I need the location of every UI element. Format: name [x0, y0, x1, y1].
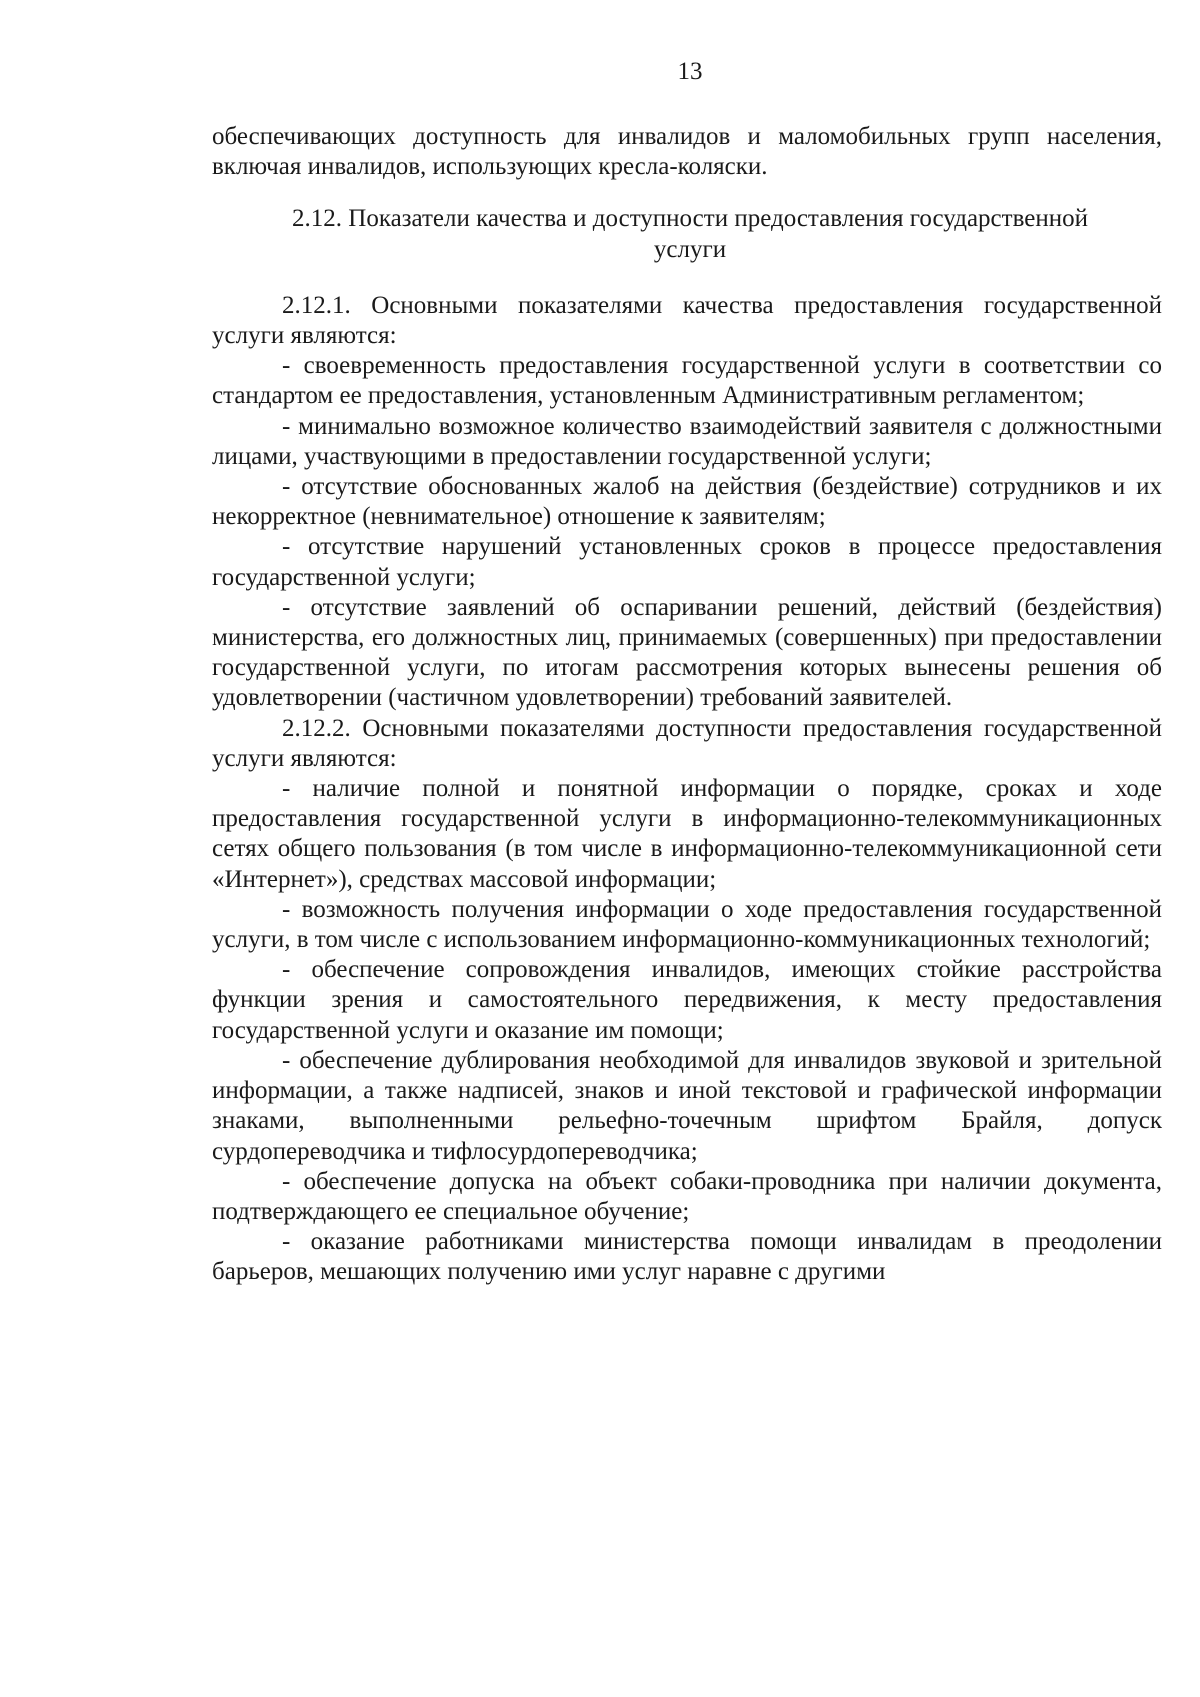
section-heading — [212, 204, 1162, 264]
intro-paragraph: обеспечивающих доступность для инвалидов и маломобильных групп населения, включая инвалидов, использующих кресла-коляски. — [212, 123, 1162, 181]
subsection-1-item: - отсутствие обоснованных жалоб на действия (бездействие) сотрудников и их некорректное (невнимательное) отношение к заявителям; — [212, 473, 1162, 531]
subsection-1-item: - минимально возможное количество взаимодействий заявителя с должностными лицами, участвующими в предоставлении государственной услуги; — [212, 412, 1162, 470]
subsection-2-item: - наличие полной и понятной информации о порядке, сроках и ходе предоставления государственной услуги в информационно-телекоммуникационных сетях общего пользования (в том числе в информационно-телекоммуникационной сети «Интернет»), средствах массовой информации; — [212, 775, 1162, 893]
subsection-1-lead: 2.12.1. Основными показателями качества предоставления государственной услуги являются: — [212, 291, 1162, 350]
document-body — [212, 122, 1162, 1288]
subsection-1-item: - отсутствие нарушений установленных сроков в процессе предоставления государственной услуги; — [212, 533, 1162, 591]
subsection-2-item: - обеспечение допуска на объект собаки-проводника при наличии документа, подтверждающего ее специальное обучение; — [212, 1167, 1162, 1225]
subsection-2-item: - оказание работниками министерства помощи инвалидам в преодолении барьеров, мешающих получению ими услуг наравне с другими — [212, 1228, 1162, 1286]
subsection-1-item: - отсутствие заявлений об оспаривании решений, действий (бездействия) министерства, его должностных лиц, принимаемых (совершенных) при предоставлении государственной услуги, по итогам рассмотрения которых вынесены решения об удовлетворении (частичном удовлетворении) требований заявителей. — [212, 593, 1162, 712]
subsection-2-lead: 2.12.2. Основными показателями доступности предоставления государственной услуги являются: — [212, 714, 1162, 772]
subsection-1-item: - своевременность предоставления государственной услуги в соответствии со стандартом ее предоставления, установленным Административным регламентом; — [212, 352, 1162, 410]
subsection-2-item: - обеспечение дублирования необходимой для инвалидов звуковой и зрительной информации, а также надписей, знаков и иной текстовой и графической информации знаками, выполненными рельефно-точечным шрифтом Брайля, допуск сурдопереводчика и тифлосурдопереводчика; — [212, 1046, 1162, 1165]
subsection-2-item: - возможность получения информации о ходе предоставления государственной услуги, в том числе с использованием информационно-коммуникационных технологий; — [212, 895, 1162, 954]
page-number: 13 — [677, 58, 703, 85]
subsection-2-item: - обеспечение сопровождения инвалидов, имеющих стойкие расстройства функции зрения и самостоятельного передвижения, к месту предоставления государственной услуги и оказание им помощи; — [212, 956, 1162, 1044]
section-heading-line-2: услуги — [653, 235, 727, 263]
section-heading-line-1: 2.12. Показатели качества и доступности предоставления государственной — [292, 205, 1088, 233]
